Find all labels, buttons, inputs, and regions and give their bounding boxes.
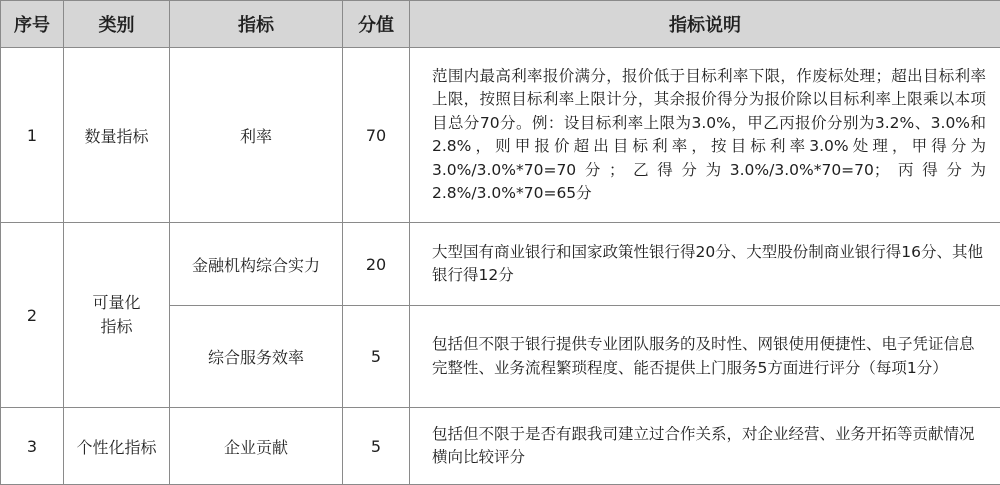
row-category: 个性化指标 xyxy=(64,408,170,485)
row-score: 20 xyxy=(343,223,410,306)
row-index: 1 xyxy=(1,48,64,223)
header-category: 类别 xyxy=(64,1,170,48)
row-description: 范围内最高利率报价满分，报价低于目标利率下限，作废标处理；超出目标利率上限，按照目标利率上限计分，其余报价得分为报价除以目标利率上限乘以本项目总分70分。例：设目标利率上限为3.0%，甲乙丙报价分别为3.2%、3.0%和2.8%，则甲报价超出目标利率，按目标利率3.0%处理，甲得分为3.0%/3.0%*70=70分；乙得分为3.0%/3.0%*70=70；丙得分为2.8%/3.0%*70=65分 xyxy=(410,48,1000,223)
row-indicator: 利率 xyxy=(170,48,343,223)
row-description: 大型国有商业银行和国家政策性银行得20分、大型股份制商业银行得16分、其他银行得12分 xyxy=(410,223,1000,306)
row-category-line1: 可量化 xyxy=(92,291,140,315)
table-row xyxy=(1,223,1000,306)
row-index: 2 xyxy=(1,223,64,408)
header-indicator: 指标 xyxy=(170,1,343,48)
row-category: 数量指标 xyxy=(64,48,170,223)
header-description: 指标说明 xyxy=(410,1,1000,48)
header-row xyxy=(1,1,1000,48)
table-row xyxy=(1,48,1000,223)
row-indicator: 金融机构综合实力 xyxy=(170,223,343,306)
row-score: 70 xyxy=(343,48,410,223)
row-category-line2: 指标 xyxy=(100,315,132,339)
row-category xyxy=(64,223,170,408)
row-index: 3 xyxy=(1,408,64,485)
row-description: 包括但不限于银行提供专业团队服务的及时性、网银使用便捷性、电子凭证信息完整性、业务流程繁琐程度、能否提供上门服务5方面进行评分（每项1分） xyxy=(410,306,1000,408)
row-indicator: 企业贡献 xyxy=(170,408,343,485)
row-score: 5 xyxy=(343,408,410,485)
header-index: 序号 xyxy=(1,1,64,48)
header-score: 分值 xyxy=(343,1,410,48)
row-indicator: 综合服务效率 xyxy=(170,306,343,408)
table-row xyxy=(1,408,1000,485)
row-score: 5 xyxy=(343,306,410,408)
row-description: 包括但不限于是否有跟我司建立过合作关系，对企业经营、业务开拓等贡献情况横向比较评分 xyxy=(410,408,1000,485)
